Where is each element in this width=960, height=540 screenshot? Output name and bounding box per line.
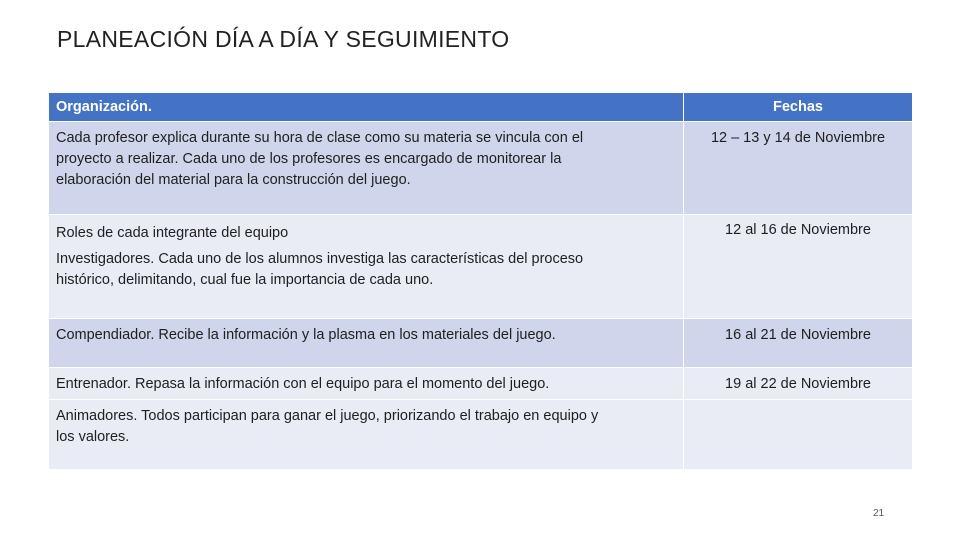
slide-title: PLANEACIÓN DÍA A DÍA Y SEGUIMIENTO <box>57 26 510 52</box>
activity-text: Entrenador. Repasa la información con el equipo para el momento del juego. <box>56 376 550 392</box>
table-row <box>49 122 913 215</box>
activity-text: Roles de cada integrante del equipo <box>56 225 289 241</box>
date-cell: 16 al 21 de Noviembre <box>684 319 913 368</box>
date-cell: 12 – 13 y 14 de Noviembre <box>684 122 913 215</box>
activity-cell <box>49 319 684 368</box>
activity-text: histórico, delimitando, cual fue la importancia de cada uno. <box>56 272 434 288</box>
activity-cell <box>49 368 684 400</box>
table-row <box>49 368 913 400</box>
activity-cell <box>49 215 684 319</box>
date-cell <box>684 400 913 470</box>
activity-text: los valores. <box>56 429 130 445</box>
planning-table <box>48 92 913 470</box>
table-row <box>49 400 913 470</box>
activity-text: Animadores. Todos participan para ganar el juego, priorizando el trabajo en equipo y <box>56 408 599 424</box>
activity-text: Compendiador. Recibe la información y la plasma en los materiales del juego. <box>56 327 556 343</box>
activity-text: Investigadores. Cada uno de los alumnos investiga las características del proceso <box>56 251 584 267</box>
date-cell: 12 al 16 de Noviembre <box>684 215 913 319</box>
date-cell: 19 al 22 de Noviembre <box>684 368 913 400</box>
header-organizacion: Organización. <box>49 93 684 122</box>
table-row <box>49 319 913 368</box>
activity-cell <box>49 400 684 470</box>
activity-text: elaboración del material para la construcción del juego. <box>56 172 411 188</box>
table-header-row <box>49 93 913 122</box>
activity-text: proyecto a realizar. Cada uno de los profesores es encargado de monitorear la <box>56 151 562 167</box>
page-number: 21 <box>873 508 885 519</box>
activity-text: Cada profesor explica durante su hora de clase como su materia se vincula con el <box>56 130 584 146</box>
activity-cell <box>49 122 684 215</box>
header-fechas: Fechas <box>684 93 913 122</box>
table-row <box>49 215 913 319</box>
